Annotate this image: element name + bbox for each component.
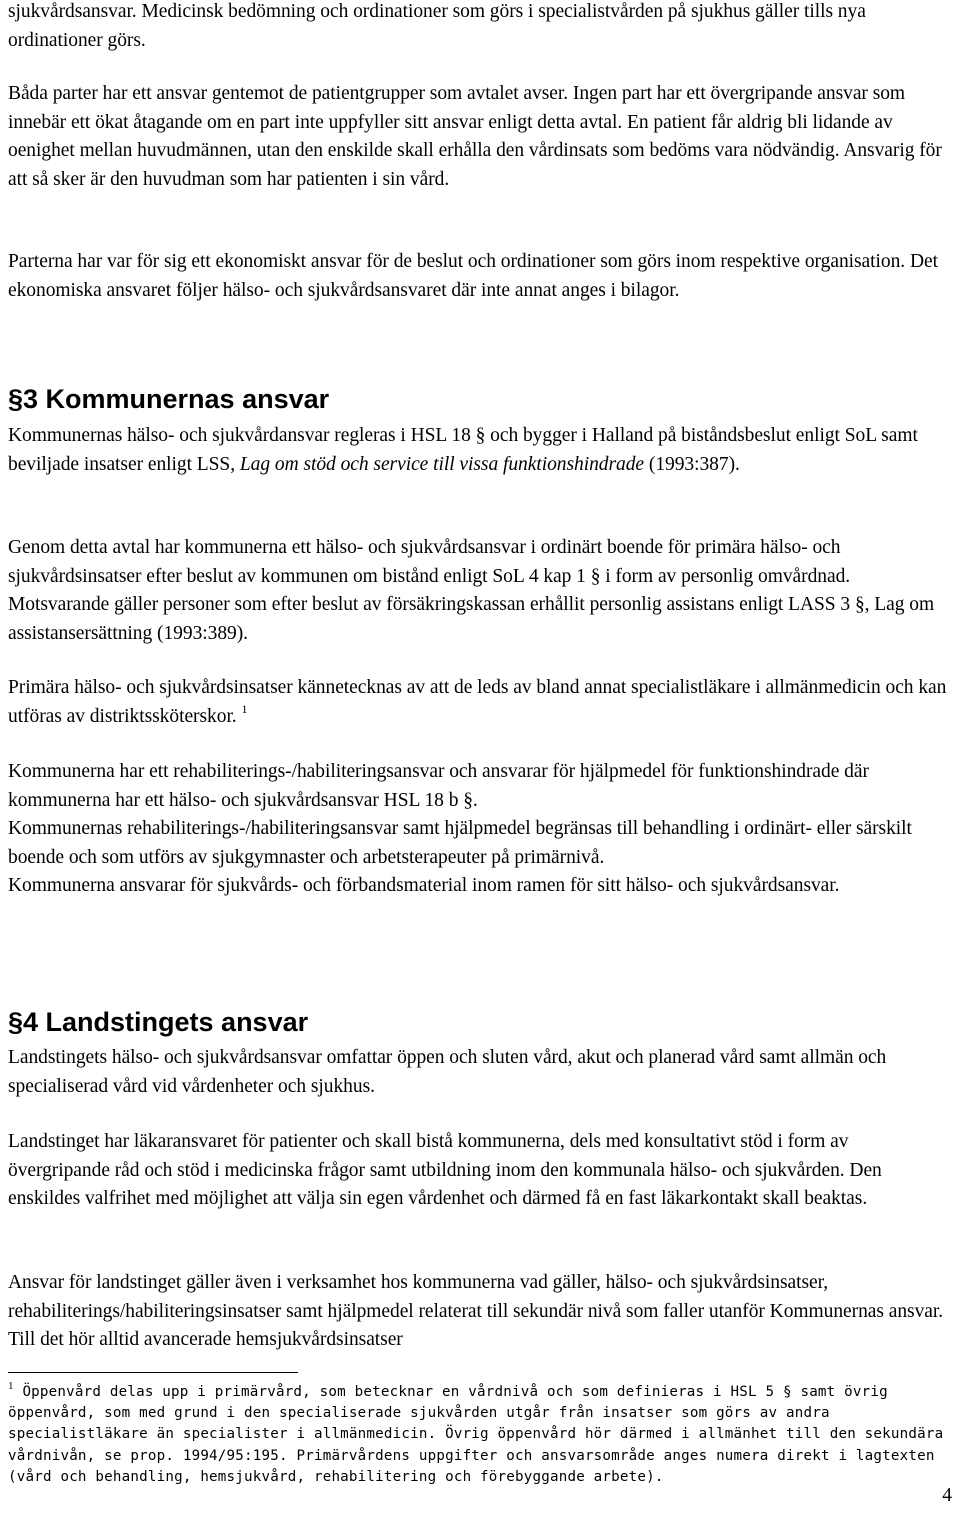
footnote-reference: 1 bbox=[241, 701, 248, 716]
paragraph-economic-responsibility: Parterna har var för sig ett ekonomiskt ansvar för de beslut och ordinationer som görs inom respektive organisation. Det ekonomiska ansvaret följer hälso- och sjukvårdsansvaret där inte annat anges i bilagor. bbox=[8, 251, 938, 301]
footnote bbox=[8, 1382, 948, 1488]
section-3-heading: §3 Kommunernas ansvar bbox=[8, 384, 330, 414]
footnote-separator bbox=[8, 1372, 298, 1373]
paragraph-shared-responsibility: Båda parter har ett ansvar gentemot de patientgrupper som avtalet avser. Ingen part har ett övergripande ansvar som innebär ett ökat åtagande om en part inte uppfyller sitt ansvar enligt detta avtal. En patient får aldrig bli lidande av oenighet mellan huvudmännen, utan den enskilde skall erhålla den vårdinsats som bedöms vara nödvändig. Ansvarig för att så sker är den huvudman som har patienten i sin vård. bbox=[8, 83, 942, 190]
page-number: 4 bbox=[942, 1485, 952, 1506]
section-4-heading: §4 Landstingets ansvar bbox=[8, 1007, 309, 1037]
section-4-paragraph-scope: Landstingets hälso- och sjukvårdsansvar omfattar öppen och sluten vård, akut och planerad vård samt allmän och specialiserad vård vid vårdenheter och sjukhus. bbox=[8, 1047, 887, 1097]
paragraph-responsibility-intro: sjukvårdsansvar. Medicinsk bedömning och ordinationer som görs i specialistvården på sjukhus gäller tills nya ordinationer görs. bbox=[8, 1, 866, 51]
section-3-paragraph-ordinary-housing: Genom detta avtal har kommunerna ett hälso- och sjukvårdsansvar i ordinärt boende för primära hälso- och sjukvårdsinsatser efter beslut av kommunen om bistånd enligt SoL 4 kap 1 § i form av personlig omvårdnad. Motsvarande gäller personer som efter beslut av försäkringskassan erhållit personlig assistans enligt LASS 3 §, Lag om assistansersättning (1993:389). bbox=[8, 537, 935, 644]
section-3-p4b: Kommunernas rehabiliterings-/habiliteringsansvar samt hjälpmedel begränsas till behandling i ordinärt- eller särskilt boende och som utförs av sjukgymnaster och arbetsterapeuter på primärnivå. bbox=[8, 818, 912, 868]
section-3-p1-text: Kommunernas hälso- och sjukvårdansvar regleras i HSL 18 § och bygger i Halland på biståndsbeslut enligt SoL samt beviljade insatser enligt LSS, bbox=[8, 425, 918, 475]
section-4-paragraph-physician-responsibility: Landstinget har läkaransvaret för patienter och skall bistå kommunerna, dels med konsultativt stöd i form av övergripande råd och stöd i medicinska frågor samt utbildning inom den kommunala hälso- och sjukvården. Den enskildes valfrihet med möjlighet att välja sin egen vårdenhet och därmed få en fast läkarkontakt skall beaktas. bbox=[8, 1131, 882, 1209]
section-3-p4c: Kommunerna ansvarar för sjukvårds- och förbandsmaterial inom ramen för sitt hälso- och sjukvårdsansvar. bbox=[8, 875, 840, 896]
section-3-paragraph-primary-care bbox=[8, 674, 952, 731]
section-3-paragraph-hsl bbox=[8, 422, 952, 479]
section-3-p1-law-title: Lag om stöd och service till vissa funktionshindrade bbox=[239, 453, 645, 475]
footnote-text: Öppenvård delas upp i primärvård, som betecknar en vårdnivå och som definieras i HSL 5 § samt övrig öppenvård, som med grund i den specialiserade sjukvården utgår från insatser som görs av andra specialistläkare än specialister i allmänmedicin. Övrig öppenvård hör därmed i allmänhet till den sekundära vårdnivån, se prop. 1994/95:195. Primärvårdens uppgifter och ansvarsområde anges numera direkt i lagtexten (vård och behandling, hemsjukvård, rehabilitering och förebyggande arbete). bbox=[8, 1384, 944, 1485]
section-3-p4a: Kommunerna har ett rehabiliterings-/habiliteringsansvar och ansvarar för hjälpmedel för funktionshindrade där kommunerna har ett hälso- och sjukvårdsansvar HSL 18 b §. bbox=[8, 761, 869, 811]
footnote-marker: 1 bbox=[8, 1380, 14, 1392]
section-4-paragraph-municipal-activity: Ansvar för landstinget gäller även i verksamhet hos kommunerna vad gäller, hälso- och sjukvårdsinsatser, rehabiliterings/habiliteringsinsatser samt hjälpmedel relaterat till sekundär nivå som faller utanför Kommunernas ansvar. Till det hör alltid avancerade hemsjukvårdsinsatser bbox=[8, 1272, 944, 1350]
section-3-p3-text: Primära hälso- och sjukvårdsinsatser kännetecknas av att de leds av bland annat specialistläkare i allmänmedicin och kan utföras av distriktssköterskor. bbox=[8, 677, 947, 727]
section-3-paragraph-rehabilitation bbox=[8, 758, 952, 901]
section-3-p1-end: (1993:387). bbox=[644, 453, 740, 475]
